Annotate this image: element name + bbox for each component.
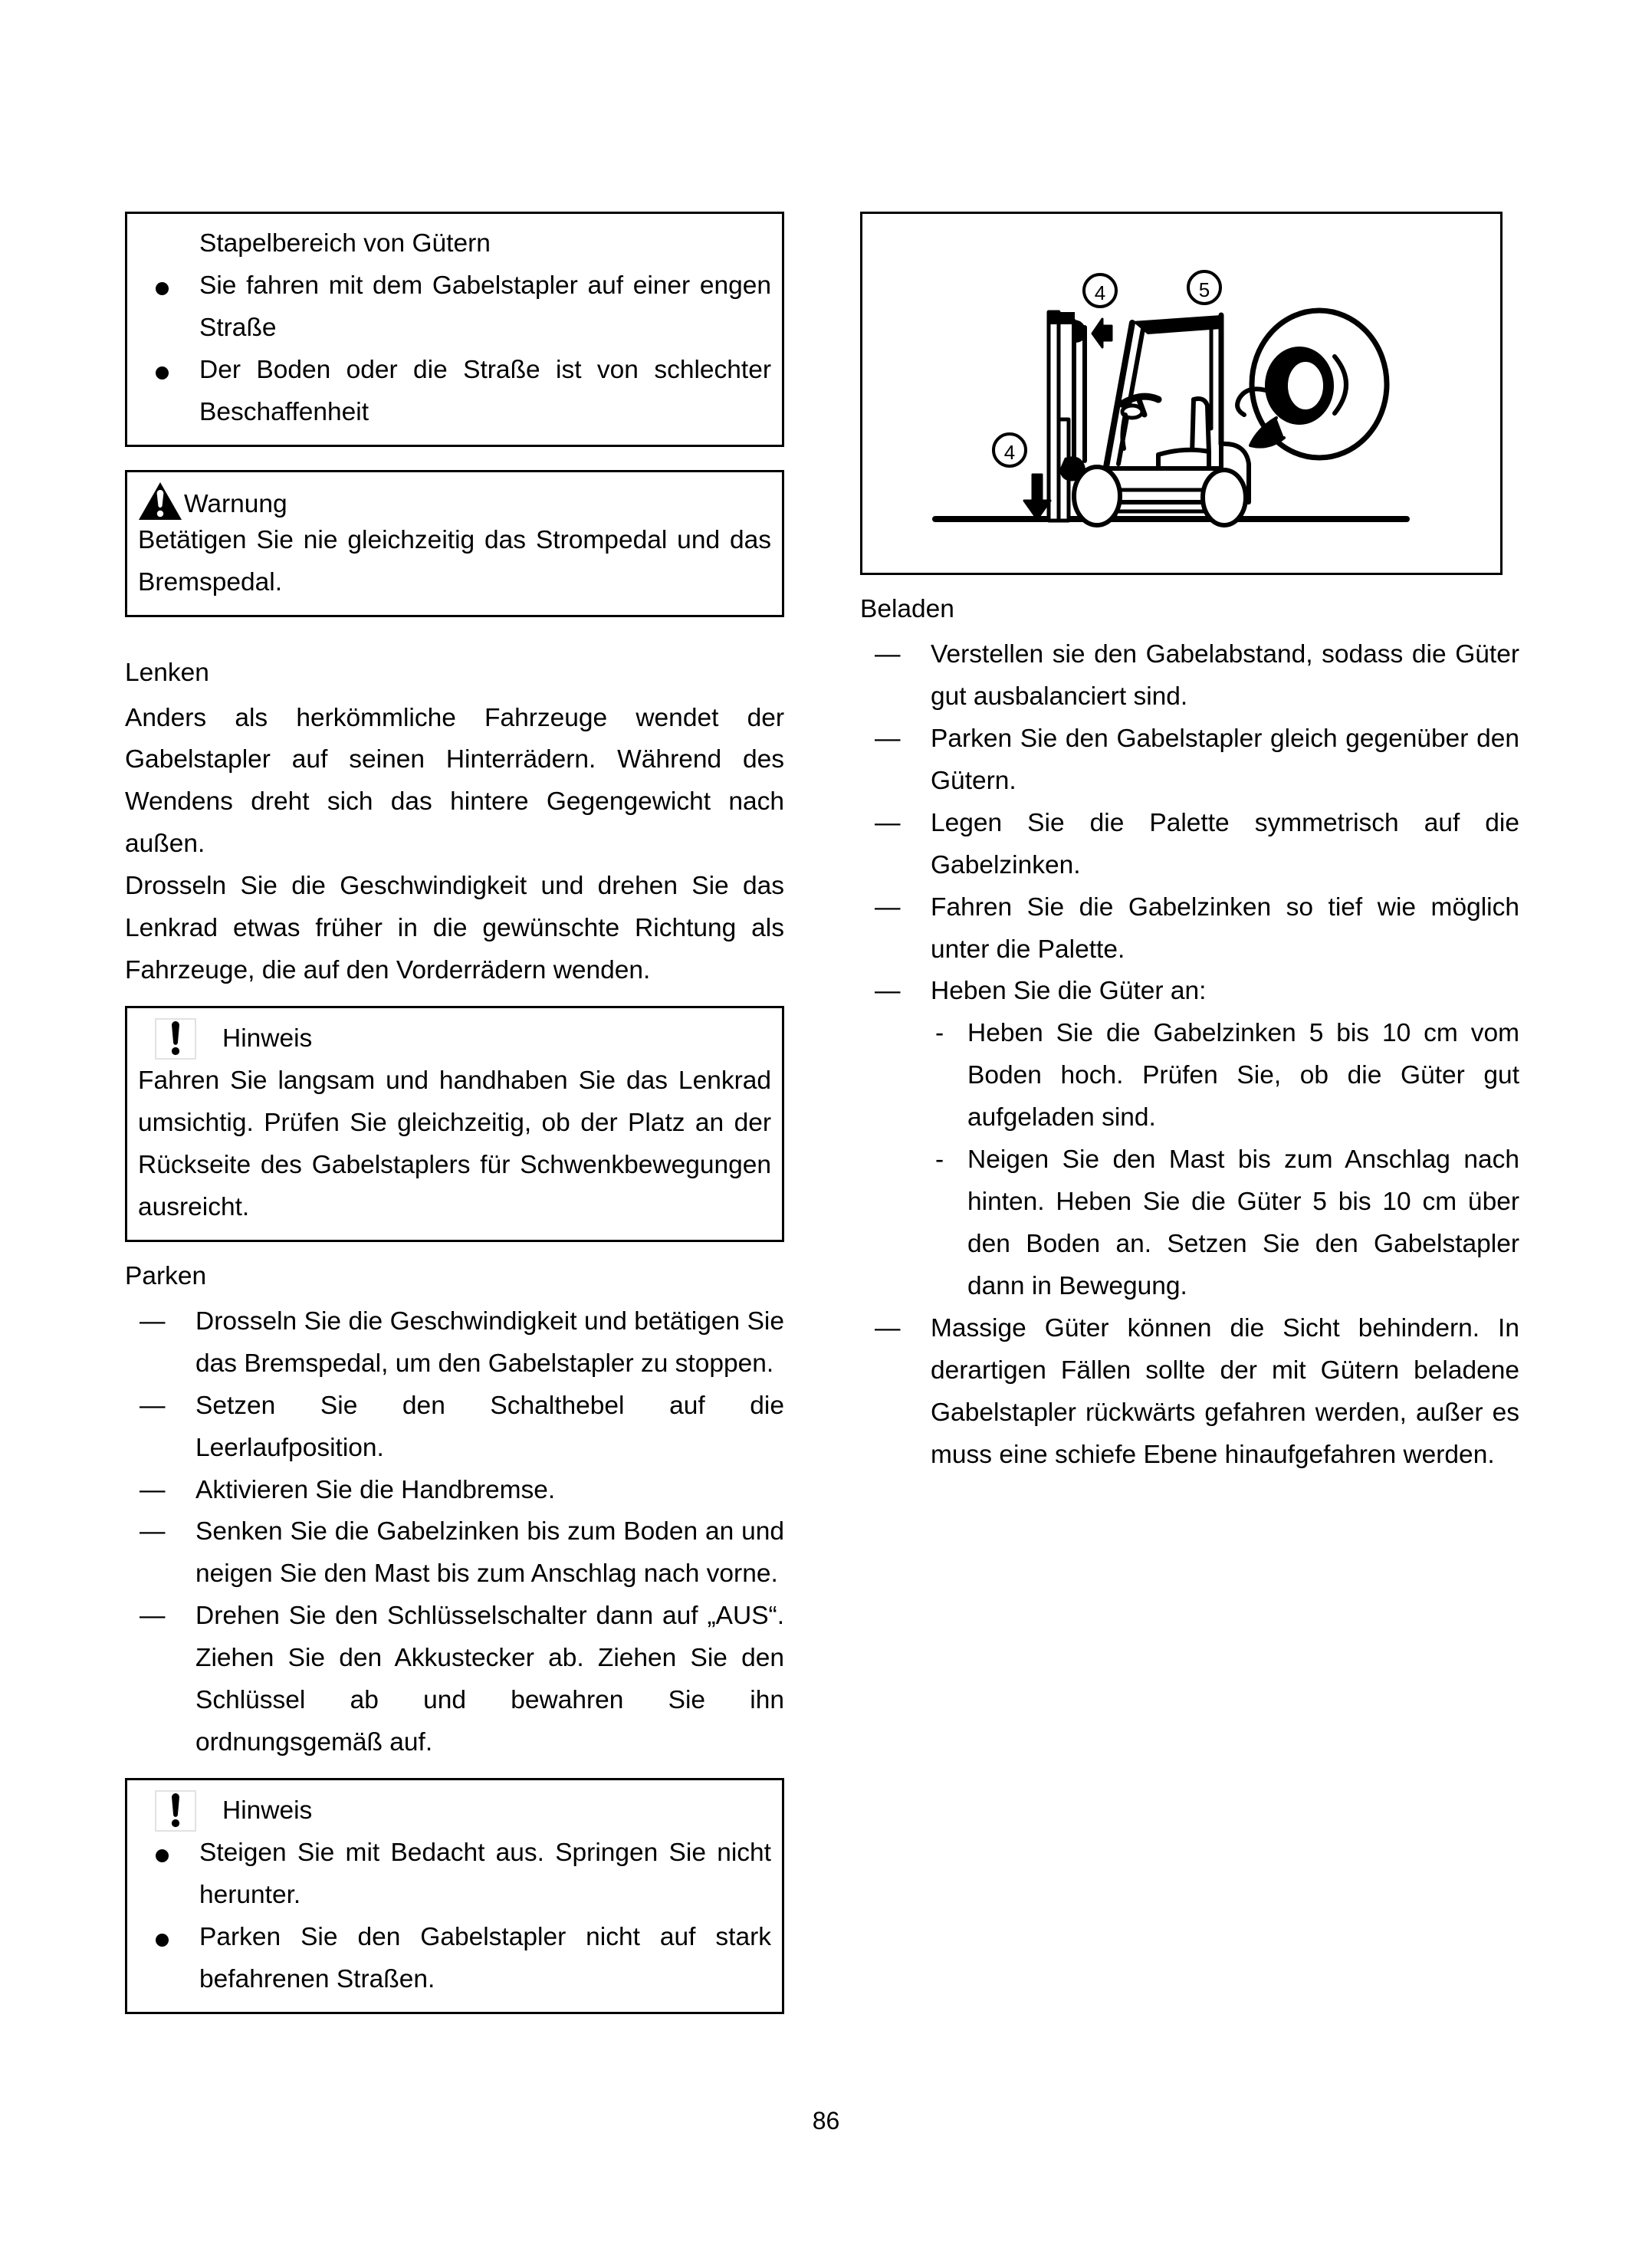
list-item	[125, 1301, 784, 1385]
list-item	[860, 634, 1519, 718]
gap	[125, 1242, 784, 1256]
warning-box	[125, 470, 784, 617]
list-item	[931, 1013, 1519, 1139]
note-box-parking	[125, 1778, 784, 2014]
note-parking-bullet-2: Parken Sie den Gabelstapler nicht auf stark befahrenen Straßen.	[199, 1922, 771, 1993]
list-item	[931, 1139, 1519, 1308]
note-label-parking: Hinweis	[222, 1796, 313, 1826]
beladen-item-3: — Legen Sie die Palette symmetrisch auf die Gabelzinken.	[931, 808, 1519, 879]
beladen-item-2: — Parken Sie den Gabelstapler gleich gegenüber den Gütern.	[931, 724, 1519, 795]
parken-list	[125, 1301, 784, 1764]
beladen-item-6: — Massige Güter können die Sicht behindern. In derartigen Fällen sollte der mit Gütern beladene Gabelstapler rückwärts gefahren werden, außer es muss eine schiefe Ebene hinaufgefahren werden.	[931, 1313, 1519, 1469]
list-item	[860, 718, 1519, 803]
list-item	[125, 1596, 784, 1764]
warning-text: Betätigen Sie nie gleichzeitig das Strompedal und das Bremspedal.	[138, 525, 771, 596]
risk-conditions-box	[125, 212, 784, 447]
note-text-steering: Fahren Sie langsam und handhaben Sie das Lenkrad umsichtig. Prüfen Sie gleichzeitig, ob der Platz an der Rückseite des Gabelstaplers für Schwenkbewegungen ausreicht.	[138, 1066, 771, 1221]
right-column	[860, 212, 1519, 1477]
beladen-item-4: — Fahren Sie die Gabelzinken so tief wie möglich unter die Palette.	[931, 892, 1519, 964]
risk-box-first-line: Stapelbereich von Gütern	[199, 229, 491, 258]
list-item	[860, 803, 1519, 887]
lenken-paragraph-2: Drosseln Sie die Geschwindigkeit und drehen Sie das Lenkrad etwas früher in die gewünschte Richtung als Fahrzeuge, die auf den Vorderrädern wenden.	[125, 872, 784, 985]
risk-bullet-1: Sie fahren mit dem Gabelstapler auf einer engen Straße	[199, 271, 771, 342]
beladen-subitem-1: - Heben Sie die Gabelzinken 5 bis 10 cm vom Boden hoch. Prüfen Sie, ob die Güter gut aufgeladen sind.	[967, 1019, 1519, 1132]
note-label-steering: Hinweis	[222, 1024, 313, 1053]
forklift-illustration	[862, 214, 1500, 573]
forklift-side-view-figure	[860, 212, 1503, 575]
risk-bullet-2: Der Boden oder die Straße ist von schlechter Beschaffenheit	[199, 355, 771, 426]
risk-box-bullet-list	[138, 265, 771, 434]
gap	[125, 992, 784, 1006]
list-item	[138, 265, 771, 350]
parken-item-5: — Drehen Sie den Schlüsselschalter dann auf „AUS“. Ziehen Sie den Akkustecker ab. Ziehen Sie den Schlüssel ab und bewahren Sie ihn ordnungsgemäß auf.	[195, 1602, 784, 1757]
warning-header	[138, 481, 771, 520]
list-item	[138, 350, 771, 434]
list-item	[125, 1385, 784, 1470]
exclamation-note-icon	[155, 1017, 196, 1060]
list-item	[860, 1308, 1519, 1477]
parken-item-1: — Drosseln Sie die Geschwindigkeit und betätigen Sie das Bremspedal, um den Gabelstapler zu stoppen.	[195, 1306, 784, 1378]
section-heading-lenken: Lenken	[125, 658, 209, 687]
exclamation-note-icon	[155, 1789, 196, 1832]
note-parking-bullet-list	[138, 1832, 771, 2001]
note-box-steering	[125, 1006, 784, 1242]
figure-callout-4-top: 4	[1094, 281, 1106, 304]
note-header-steering	[138, 1017, 771, 1060]
list-item	[138, 1917, 771, 2001]
note-header-parking	[138, 1789, 771, 1832]
gap	[860, 575, 1519, 589]
parken-item-3: — Aktivieren Sie die Handbremse.	[195, 1475, 556, 1504]
left-column	[125, 212, 784, 2014]
section-heading-parken: Parken	[125, 1261, 207, 1290]
gap	[125, 447, 784, 470]
beladen-sublist	[931, 1013, 1519, 1308]
list-item	[860, 887, 1519, 971]
note-parking-bullet-1: Steigen Sie mit Bedacht aus. Springen Sie nicht herunter.	[199, 1839, 771, 1909]
figure-callout-5: 5	[1198, 278, 1210, 301]
page-number: 86	[812, 2107, 840, 2134]
beladen-list	[860, 634, 1519, 1477]
section-heading-beladen: Beladen	[860, 595, 954, 623]
list-item	[860, 971, 1519, 1308]
beladen-item-5: — Heben Sie die Güter an:	[931, 977, 1207, 1006]
gap	[125, 617, 784, 652]
list-item	[138, 1832, 771, 1917]
beladen-item-1: — Verstellen sie den Gabelabstand, sodass die Güter gut ausbalanciert sind.	[931, 639, 1519, 711]
lenken-paragraph-1: Anders als herkömmliche Fahrzeuge wendet der Gabelstapler auf seinen Hinterrädern. Während des Wendens dreht sich das hintere Gegengewicht nach außen.	[125, 703, 784, 859]
warning-triangle-icon	[138, 481, 182, 521]
warning-label: Warnung	[184, 489, 287, 518]
list-item	[125, 1470, 784, 1512]
beladen-subitem-2: - Neigen Sie den Mast bis zum Anschlag nach hinten. Heben Sie die Güter 5 bis 10 cm über den Boden an. Setzen Sie den Gabelstapler dann in Bewegung.	[967, 1145, 1519, 1300]
figure-callout-4-bottom: 4	[1003, 441, 1016, 464]
gap	[125, 1764, 784, 1778]
parken-item-2: — Setzen Sie den Schalthebel auf die Leerlaufposition.	[195, 1391, 784, 1462]
parken-item-4: — Senken Sie die Gabelzinken bis zum Boden an und neigen Sie den Mast bis zum Anschlag nach vorne.	[195, 1517, 784, 1589]
list-item	[125, 1511, 784, 1596]
